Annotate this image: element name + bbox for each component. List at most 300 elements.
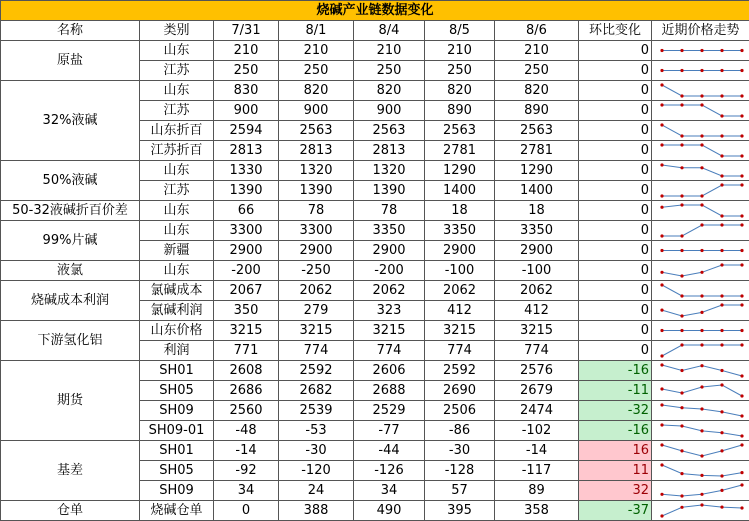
value-cell: 412 — [425, 301, 495, 321]
trend-sparkline — [654, 421, 749, 440]
value-cell: 250 — [214, 61, 279, 81]
sparkline-point — [680, 449, 683, 452]
row-category: 山东 — [140, 201, 214, 221]
table-row — [1, 281, 749, 301]
value-cell: 57 — [425, 481, 495, 501]
sparkline-line — [662, 505, 742, 516]
value-cell: -100 — [425, 261, 495, 281]
value-cell: 323 — [354, 301, 425, 321]
sparkline-point — [660, 194, 663, 197]
value-cell: 820 — [279, 81, 354, 101]
value-cell: 820 — [425, 81, 495, 101]
sparkline-point — [720, 449, 723, 452]
row-category: 山东 — [140, 261, 214, 281]
value-cell: 2506 — [425, 401, 495, 421]
value-cell: 2539 — [279, 401, 354, 421]
trend-sparkline-cell — [652, 101, 749, 121]
sparkline-point — [680, 274, 683, 277]
sparkline-point — [700, 343, 703, 346]
change-cell: 0 — [579, 281, 652, 301]
sparkline-point — [720, 69, 723, 72]
header-name: 名称 — [1, 21, 140, 41]
sparkline-point — [700, 329, 703, 332]
trend-sparkline — [654, 121, 749, 140]
sparkline-point — [720, 154, 723, 157]
table-row — [1, 261, 749, 281]
sparkline-point — [660, 329, 663, 332]
value-cell: 2686 — [214, 381, 279, 401]
sparkline-line — [662, 145, 742, 156]
value-cell: 250 — [354, 61, 425, 81]
trend-sparkline-cell — [652, 381, 749, 401]
sparkline-point — [720, 223, 723, 226]
value-cell: 18 — [425, 201, 495, 221]
group-name: 期货 — [1, 361, 140, 441]
sparkline-point — [700, 94, 703, 97]
group-name: 仓单 — [1, 501, 140, 521]
value-cell: 900 — [354, 101, 425, 121]
sparkline-point — [700, 493, 703, 496]
value-cell: 2560 — [214, 401, 279, 421]
trend-sparkline-cell — [652, 281, 749, 301]
trend-sparkline-cell — [652, 341, 749, 361]
value-cell: 1330 — [214, 161, 279, 181]
value-cell: 771 — [214, 341, 279, 361]
sparkline-point — [700, 454, 703, 457]
value-cell: -120 — [279, 461, 354, 481]
value-cell: 2608 — [214, 361, 279, 381]
change-cell: 0 — [579, 101, 652, 121]
sparkline-point — [700, 203, 703, 206]
sparkline-point — [680, 294, 683, 297]
row-category: 山东折百 — [140, 121, 214, 141]
sparkline-point — [740, 114, 743, 117]
value-cell: 1400 — [425, 181, 495, 201]
group-name: 液氯 — [1, 261, 140, 281]
value-cell: 0 — [214, 501, 279, 521]
trend-sparkline-cell — [652, 301, 749, 321]
value-cell: 2900 — [425, 241, 495, 261]
trend-sparkline — [654, 401, 749, 420]
change-cell: 0 — [579, 201, 652, 221]
value-cell: 2900 — [354, 241, 425, 261]
trend-sparkline-cell — [652, 401, 749, 421]
sparkline-point — [680, 249, 683, 252]
group-name: 烧碱成本利润 — [1, 281, 140, 321]
row-category: SH09 — [140, 481, 214, 501]
sparkline-point — [660, 403, 663, 406]
sparkline-point — [740, 214, 743, 217]
value-cell: 3350 — [354, 221, 425, 241]
row-category: 山东价格 — [140, 321, 214, 341]
value-cell: 350 — [214, 301, 279, 321]
sparkline-point — [720, 214, 723, 217]
sparkline-point — [720, 134, 723, 137]
value-cell: 34 — [214, 481, 279, 501]
change-cell: 0 — [579, 181, 652, 201]
sparkline-point — [700, 474, 703, 477]
change-cell: 16 — [579, 441, 652, 461]
table-row — [1, 501, 749, 521]
value-cell: 2688 — [354, 381, 425, 401]
sparkline-point — [740, 69, 743, 72]
sparkline-point — [740, 329, 743, 332]
value-cell: 2813 — [354, 141, 425, 161]
sparkline-point — [700, 103, 703, 106]
sparkline-point — [740, 434, 743, 437]
value-cell: 1390 — [279, 181, 354, 201]
row-category: SH05 — [140, 381, 214, 401]
value-cell: 2563 — [279, 121, 354, 141]
sparkline-point — [740, 303, 743, 306]
change-cell: -32 — [579, 401, 652, 421]
value-cell: 24 — [279, 481, 354, 501]
table-row — [1, 361, 749, 381]
change-cell: 0 — [579, 41, 652, 61]
trend-sparkline-cell — [652, 361, 749, 381]
value-cell: 3215 — [214, 321, 279, 341]
value-cell: 66 — [214, 201, 279, 221]
sparkline-point — [660, 163, 663, 166]
sparkline-point — [680, 406, 683, 409]
value-cell: 210 — [354, 41, 425, 61]
value-cell: -126 — [354, 461, 425, 481]
sparkline-point — [720, 489, 723, 492]
sparkline-point — [660, 83, 663, 86]
trend-sparkline-cell — [652, 441, 749, 461]
sparkline-point — [700, 294, 703, 297]
sparkline-point — [700, 69, 703, 72]
change-cell: 0 — [579, 221, 652, 241]
value-cell: 3215 — [425, 321, 495, 341]
row-category: 江苏折百 — [140, 141, 214, 161]
sparkline-point — [740, 343, 743, 346]
sparkline-point — [700, 364, 703, 367]
value-cell: 2062 — [425, 281, 495, 301]
row-category: SH09 — [140, 401, 214, 421]
value-cell: 279 — [279, 301, 354, 321]
change-cell: -37 — [579, 501, 652, 521]
trend-sparkline-cell — [652, 461, 749, 481]
sparkline-line — [662, 265, 742, 276]
sparkline-point — [680, 194, 683, 197]
value-cell: -30 — [425, 441, 495, 461]
sparkline-line — [662, 305, 742, 316]
sparkline-point — [720, 49, 723, 52]
value-cell: 412 — [495, 301, 579, 321]
trend-sparkline-cell — [652, 501, 749, 521]
value-cell: 2813 — [279, 141, 354, 161]
sparkline-point — [700, 134, 703, 137]
value-cell: 3350 — [495, 221, 579, 241]
sparkline-line — [662, 125, 742, 136]
sparkline-point — [660, 69, 663, 72]
value-cell: 210 — [279, 41, 354, 61]
value-cell: 2900 — [279, 241, 354, 261]
value-cell: 3215 — [279, 321, 354, 341]
row-category: 烧碱仓单 — [140, 501, 214, 521]
sparkline-line — [662, 225, 742, 236]
table-row — [1, 161, 749, 181]
value-cell: 18 — [495, 201, 579, 221]
value-cell: 2576 — [495, 361, 579, 381]
sparkline-point — [660, 463, 663, 466]
sparkline-point — [680, 424, 683, 427]
value-cell: 1390 — [354, 181, 425, 201]
sparkline-point — [720, 249, 723, 252]
value-cell: 2592 — [279, 361, 354, 381]
trend-sparkline-cell — [652, 481, 749, 501]
value-cell: -100 — [495, 261, 579, 281]
value-cell: 2529 — [354, 401, 425, 421]
value-cell: 900 — [214, 101, 279, 121]
value-cell: 2781 — [425, 141, 495, 161]
sparkline-point — [680, 49, 683, 52]
sparkline-point — [680, 143, 683, 146]
value-cell: -14 — [495, 441, 579, 461]
sparkline-point — [660, 423, 663, 426]
value-cell: 2682 — [279, 381, 354, 401]
value-cell: 3300 — [214, 221, 279, 241]
header-trend: 近期价格走势 — [652, 21, 749, 41]
sparkline-point — [720, 410, 723, 413]
value-cell: 2606 — [354, 361, 425, 381]
value-cell: 1400 — [495, 181, 579, 201]
value-cell: 2563 — [354, 121, 425, 141]
sparkline-point — [720, 303, 723, 306]
group-name: 50%液碱 — [1, 161, 140, 201]
trend-sparkline-cell — [652, 261, 749, 281]
value-cell: 2679 — [495, 381, 579, 401]
change-cell: 0 — [579, 61, 652, 81]
trend-sparkline-cell — [652, 121, 749, 141]
sparkline-point — [680, 314, 683, 317]
sparkline-point — [720, 329, 723, 332]
sparkline-point — [660, 206, 663, 209]
value-cell: -117 — [495, 461, 579, 481]
sparkline-point — [700, 194, 703, 197]
sparkline-point — [660, 49, 663, 52]
table-title: 烧碱产业链数据变化 — [1, 1, 749, 21]
header-date-5: 8/6 — [495, 21, 579, 41]
change-cell: 0 — [579, 241, 652, 261]
header-date-2: 8/1 — [279, 21, 354, 41]
sparkline-point — [680, 203, 683, 206]
row-category: 江苏 — [140, 181, 214, 201]
sparkline-point — [740, 174, 743, 177]
trend-sparkline-cell — [652, 241, 749, 261]
header-date-3: 8/4 — [354, 21, 425, 41]
change-cell: 0 — [579, 161, 652, 181]
sparkline-point — [660, 123, 663, 126]
trend-sparkline — [654, 361, 749, 380]
value-cell: -250 — [279, 261, 354, 281]
sparkline-line — [662, 85, 742, 96]
value-cell: -53 — [279, 421, 354, 441]
value-cell: 2563 — [425, 121, 495, 141]
sparkline-point — [680, 472, 683, 475]
trend-sparkline-cell — [652, 201, 749, 221]
value-cell: 2592 — [425, 361, 495, 381]
value-cell: 3350 — [425, 221, 495, 241]
value-cell: 2062 — [279, 281, 354, 301]
sparkline-point — [720, 183, 723, 186]
trend-sparkline — [654, 501, 749, 520]
value-cell: 1390 — [214, 181, 279, 201]
value-cell: 2474 — [495, 401, 579, 421]
sparkline-point — [680, 343, 683, 346]
sparkline-point — [720, 174, 723, 177]
value-cell: 890 — [425, 101, 495, 121]
header-date-1: 7/31 — [214, 21, 279, 41]
sparkline-point — [700, 49, 703, 52]
sparkline-point — [740, 263, 743, 266]
trend-sparkline — [654, 81, 749, 100]
change-cell: -16 — [579, 361, 652, 381]
value-cell: -30 — [279, 441, 354, 461]
group-name: 32%液碱 — [1, 81, 140, 161]
value-cell: -200 — [354, 261, 425, 281]
sparkline-point — [740, 414, 743, 417]
sparkline-point — [660, 271, 663, 274]
trend-sparkline-cell — [652, 181, 749, 201]
change-cell: 0 — [579, 121, 652, 141]
sparkline-line — [662, 445, 742, 456]
sparkline-point — [680, 494, 683, 497]
sparkline-point — [660, 493, 663, 496]
change-cell: -11 — [579, 381, 652, 401]
value-cell: 2062 — [354, 281, 425, 301]
value-cell: 2062 — [495, 281, 579, 301]
sparkline-point — [680, 94, 683, 97]
value-cell: -44 — [354, 441, 425, 461]
sparkline-point — [660, 514, 663, 517]
sparkline-point — [740, 374, 743, 377]
sparkline-point — [720, 263, 723, 266]
row-category: SH05 — [140, 461, 214, 481]
trend-sparkline — [654, 221, 749, 240]
value-cell: 250 — [495, 61, 579, 81]
sparkline-point — [680, 369, 683, 372]
sparkline-point — [660, 387, 663, 390]
trend-sparkline — [654, 441, 749, 460]
sparkline-point — [740, 471, 743, 474]
sparkline-point — [720, 343, 723, 346]
value-cell: 1320 — [354, 161, 425, 181]
value-cell: -14 — [214, 441, 279, 461]
value-cell: 34 — [354, 481, 425, 501]
change-cell: 11 — [579, 461, 652, 481]
sparkline-point — [700, 311, 703, 314]
value-cell: 2690 — [425, 381, 495, 401]
trend-sparkline-cell — [652, 321, 749, 341]
value-cell: 250 — [425, 61, 495, 81]
sparkline-point — [700, 385, 703, 388]
sparkline-point — [720, 294, 723, 297]
value-cell: 900 — [279, 101, 354, 121]
trend-sparkline — [654, 461, 749, 480]
row-category: 新疆 — [140, 241, 214, 261]
trend-sparkline — [654, 61, 749, 80]
sparkline-point — [740, 154, 743, 157]
value-cell: 890 — [495, 101, 579, 121]
value-cell: -92 — [214, 461, 279, 481]
sparkline-line — [662, 105, 742, 116]
trend-sparkline-cell — [652, 61, 749, 81]
header-change: 环比变化 — [579, 21, 652, 41]
value-cell: 3215 — [495, 321, 579, 341]
value-cell: 210 — [495, 41, 579, 61]
value-cell: 395 — [425, 501, 495, 521]
row-category: SH01 — [140, 441, 214, 461]
sparkline-line — [662, 185, 742, 196]
trend-sparkline — [654, 181, 749, 200]
trend-sparkline — [654, 161, 749, 180]
row-category: 山东 — [140, 41, 214, 61]
row-category: 江苏 — [140, 101, 214, 121]
value-cell: 3300 — [279, 221, 354, 241]
header-date-4: 8/5 — [425, 21, 495, 41]
sparkline-point — [660, 283, 663, 286]
value-cell: 2900 — [495, 241, 579, 261]
value-cell: -48 — [214, 421, 279, 441]
sparkline-line — [662, 345, 742, 356]
row-category: 山东 — [140, 221, 214, 241]
sparkline-point — [740, 49, 743, 52]
sparkline-point — [740, 134, 743, 137]
value-cell: 388 — [279, 501, 354, 521]
value-cell: 1290 — [425, 161, 495, 181]
value-cell: 210 — [214, 41, 279, 61]
sparkline-point — [700, 166, 703, 169]
sparkline-point — [680, 391, 683, 394]
sparkline-point — [720, 114, 723, 117]
row-category: 利润 — [140, 341, 214, 361]
trend-sparkline — [654, 41, 749, 60]
value-cell: 3215 — [354, 321, 425, 341]
value-cell: -102 — [495, 421, 579, 441]
group-name: 50-32液碱折百价差 — [1, 201, 140, 221]
value-cell: 358 — [495, 501, 579, 521]
change-cell: -16 — [579, 421, 652, 441]
value-cell: 774 — [354, 341, 425, 361]
change-cell: 0 — [579, 301, 652, 321]
value-cell: 210 — [425, 41, 495, 61]
trend-sparkline — [654, 321, 749, 340]
sparkline-point — [740, 443, 743, 446]
title-row — [1, 1, 749, 21]
sparkline-point — [700, 429, 703, 432]
group-name: 基差 — [1, 441, 140, 501]
value-cell: 2900 — [214, 241, 279, 261]
trend-sparkline-cell — [652, 221, 749, 241]
sparkline-point — [700, 407, 703, 410]
change-cell: 0 — [579, 261, 652, 281]
change-cell: 0 — [579, 81, 652, 101]
trend-sparkline — [654, 341, 749, 360]
sparkline-point — [680, 234, 683, 237]
value-cell: 2563 — [495, 121, 579, 141]
change-cell: 0 — [579, 321, 652, 341]
sparkline-point — [700, 271, 703, 274]
row-category: SH09-01 — [140, 421, 214, 441]
value-cell: -86 — [425, 421, 495, 441]
value-cell: 78 — [279, 201, 354, 221]
table-row — [1, 201, 749, 221]
sparkline-line — [662, 205, 742, 216]
trend-sparkline-cell — [652, 421, 749, 441]
value-cell: 2813 — [214, 141, 279, 161]
